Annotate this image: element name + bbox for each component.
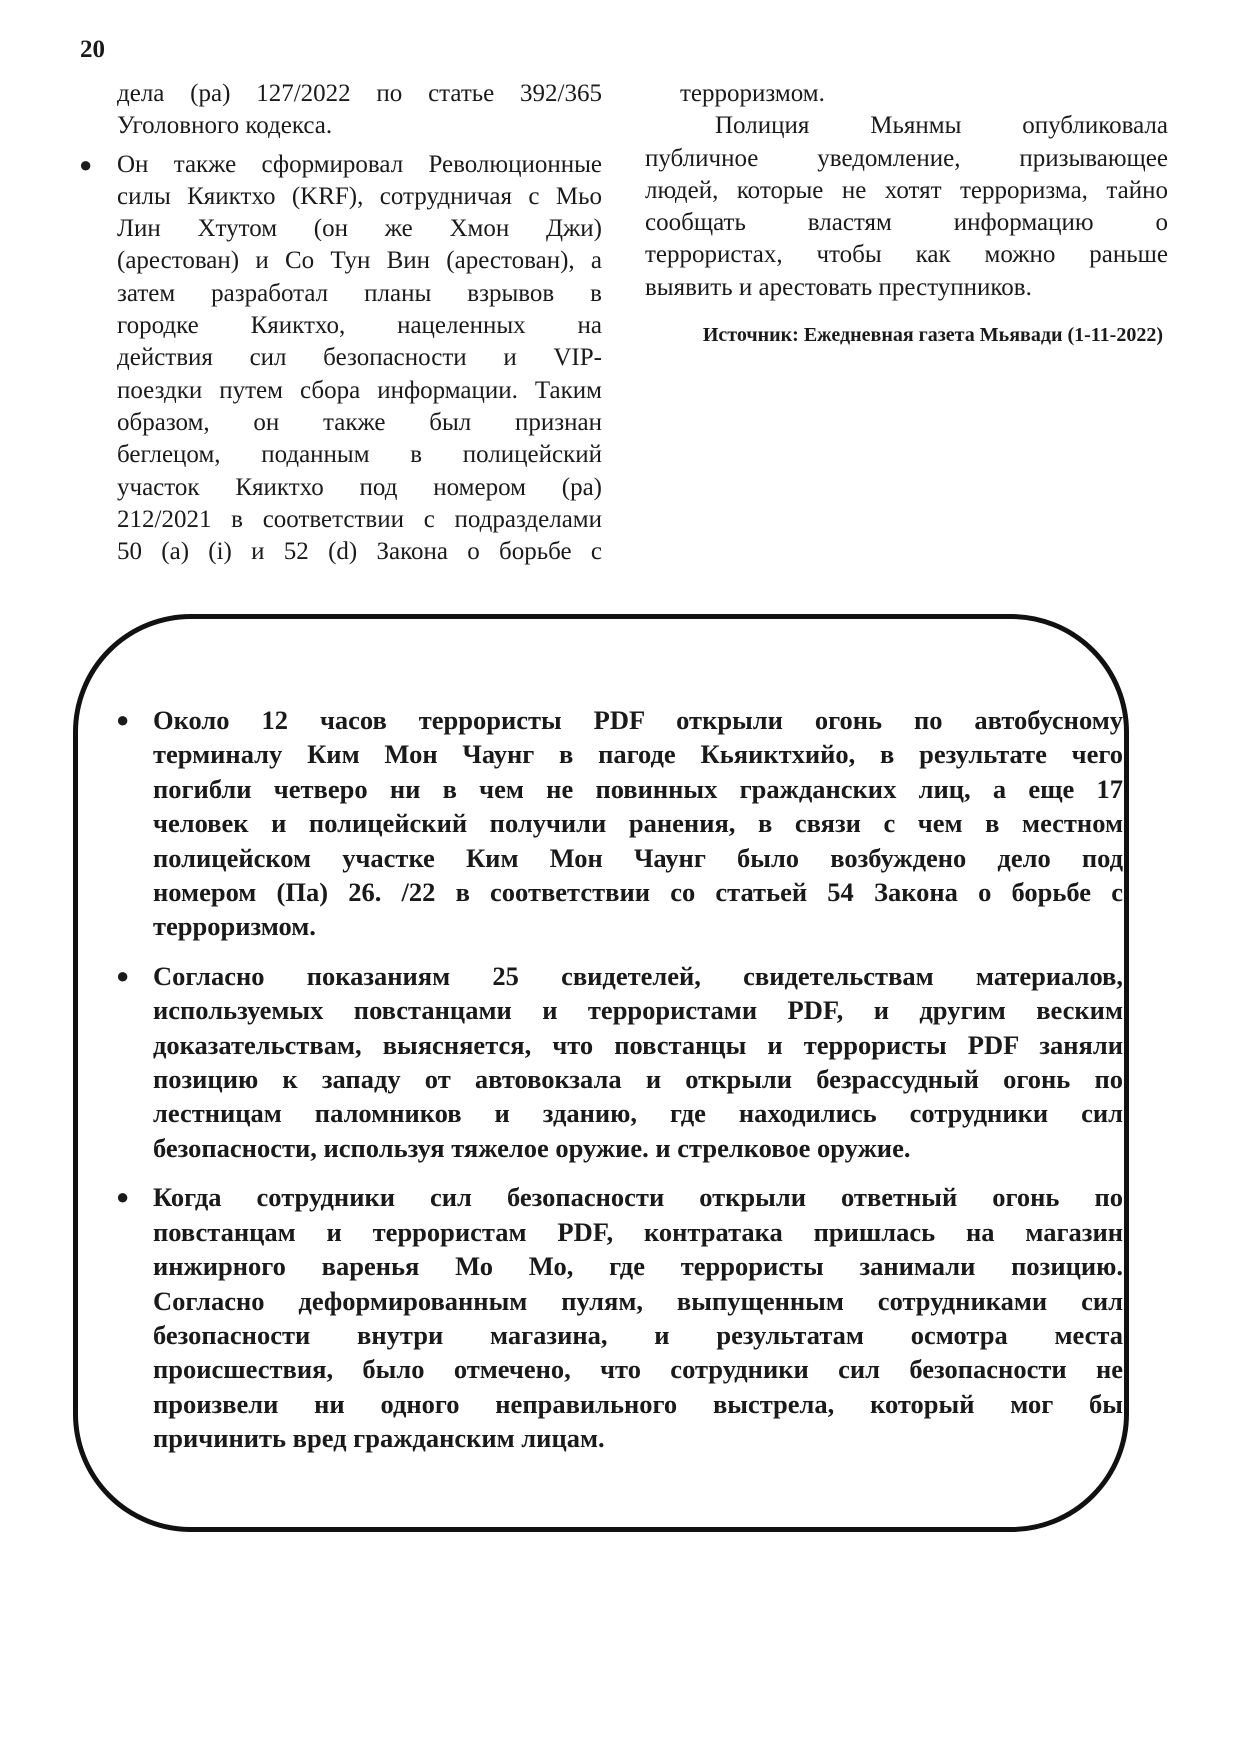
text-line: Полиция Мьянмы опубликовала	[715, 112, 1168, 140]
text-line: Уголовного кодекса.	[117, 112, 333, 140]
bullet-icon: ●	[116, 707, 130, 732]
text-line: доказательствам, выясняется, что повстанцы и террористы PDF заняли	[153, 1029, 1123, 1060]
left-column	[79, 78, 602, 568]
source-citation: Источник: Ежедневная газета Мьявади (1-11-2022)	[702, 324, 1163, 347]
text-line: городке Кяиктхо, нацеленных на	[117, 312, 602, 340]
text-line: номером (Па) 26. /22 в соответствии со статьей 54 Закона о борьбе с	[153, 877, 1123, 908]
text-line: безопасности внутри магазина, и результатам осмотра места	[153, 1319, 1123, 1350]
notice-paragraph	[645, 110, 1168, 304]
text-line: поездки путем сбора информации. Таким	[117, 376, 602, 404]
text-line: терроризмом.	[680, 80, 825, 107]
text-line: позицию к западу от автовокзала и открыли безрассудный огонь по	[153, 1064, 1123, 1095]
text-line: дела (ра) 127/2022 по статье 392/365	[117, 80, 602, 107]
text-line: терминалу Ким Мон Чаунг в пагоде Кьяиктхийо, в результате чего	[153, 739, 1123, 770]
text-line: 50 (а) (i) и 52 (d) Закона о борьбе с	[117, 538, 602, 566]
text-line: 212/2021 в соответствии с подразделами	[117, 505, 602, 533]
text-line: Когда сотрудники сил безопасности открыли ответный огонь по	[153, 1182, 1123, 1213]
text-line: человек и полицейский получили ранения, в связи с чем в местном	[153, 808, 1123, 839]
text-line: Лин Хтутом (он же Хмон Джи)	[117, 215, 602, 243]
text-line: силы Кяиктхо (KRF), сотрудничая с Мьо	[117, 182, 602, 210]
text-line: участок Кяиктхо под номером (ра)	[117, 473, 602, 501]
text-line: (арестован) и Со Тун Вин (арестован), а	[117, 247, 602, 275]
list-item	[79, 149, 602, 569]
text-line: Он также сформировал Революционные	[117, 150, 602, 178]
text-line: затем разработал планы взрывов в	[117, 279, 602, 307]
list-item	[116, 959, 1123, 1165]
text-line: сообщать властям информацию о	[645, 209, 1168, 237]
text-line: используемых повстанцами и террористами PDF, и другим веским	[153, 995, 1123, 1026]
text-line: лестницам паломников и зданию, где находились сотрудники сил	[153, 1098, 1123, 1129]
bullet-icon: ●	[116, 962, 130, 988]
text-line: инжирного варенья Мо Мо, где террористы занимали позицию.	[153, 1251, 1123, 1282]
text-line: беглецом, поданным в полицейский	[117, 441, 602, 469]
text-line: публичное уведомление, призывающее	[645, 144, 1168, 172]
text-line: Согласно показаниям 25 свидетелей, свидетельствам материалов,	[153, 960, 1123, 991]
page-number: 20	[80, 36, 105, 63]
text-line: выявить и арестовать преступников.	[645, 273, 1032, 301]
text-line: происшествия, было отмечено, что сотрудники сил безопасности не	[153, 1354, 1123, 1385]
text-line: людей, которые не хотят терроризма, тайно	[645, 176, 1168, 204]
text-line: терроризмом.	[153, 911, 316, 942]
text-line: образом, он также был признан	[117, 408, 602, 436]
text-line: действия сил безопасности и VIP-	[117, 344, 602, 372]
list-item	[116, 703, 1123, 944]
text-line: причинить вред гражданским лицам.	[153, 1423, 605, 1454]
highlight-box-content	[116, 703, 1123, 1471]
text-line: полицейском участке Ким Мон Чаунг было возбуждено дело под	[153, 842, 1123, 873]
text-line: безопасности, используя тяжелое оружие. и стрелковое оружие.	[153, 1132, 911, 1163]
text-line: Согласно деформированным пулям, выпущенным сотрудниками сил	[153, 1285, 1123, 1316]
text-line: террористах, чтобы как можно раньше	[645, 241, 1168, 269]
bullet-icon: ●	[116, 1184, 130, 1210]
right-column	[645, 78, 1168, 351]
list-item	[116, 1180, 1123, 1455]
bullet-icon: ●	[79, 151, 93, 177]
text-line: произвели ни одного неправильного выстрела, который мог бы	[153, 1388, 1123, 1419]
text-line: Около 12 часов террористы PDF открыли огонь по автобусному	[153, 705, 1123, 735]
text-line: повстанцам и террористам PDF, контратака пришлась на магазин	[153, 1216, 1123, 1247]
text-line: погибли четверо ни в чем не повинных гражданских лиц, а еще 17	[153, 773, 1123, 804]
